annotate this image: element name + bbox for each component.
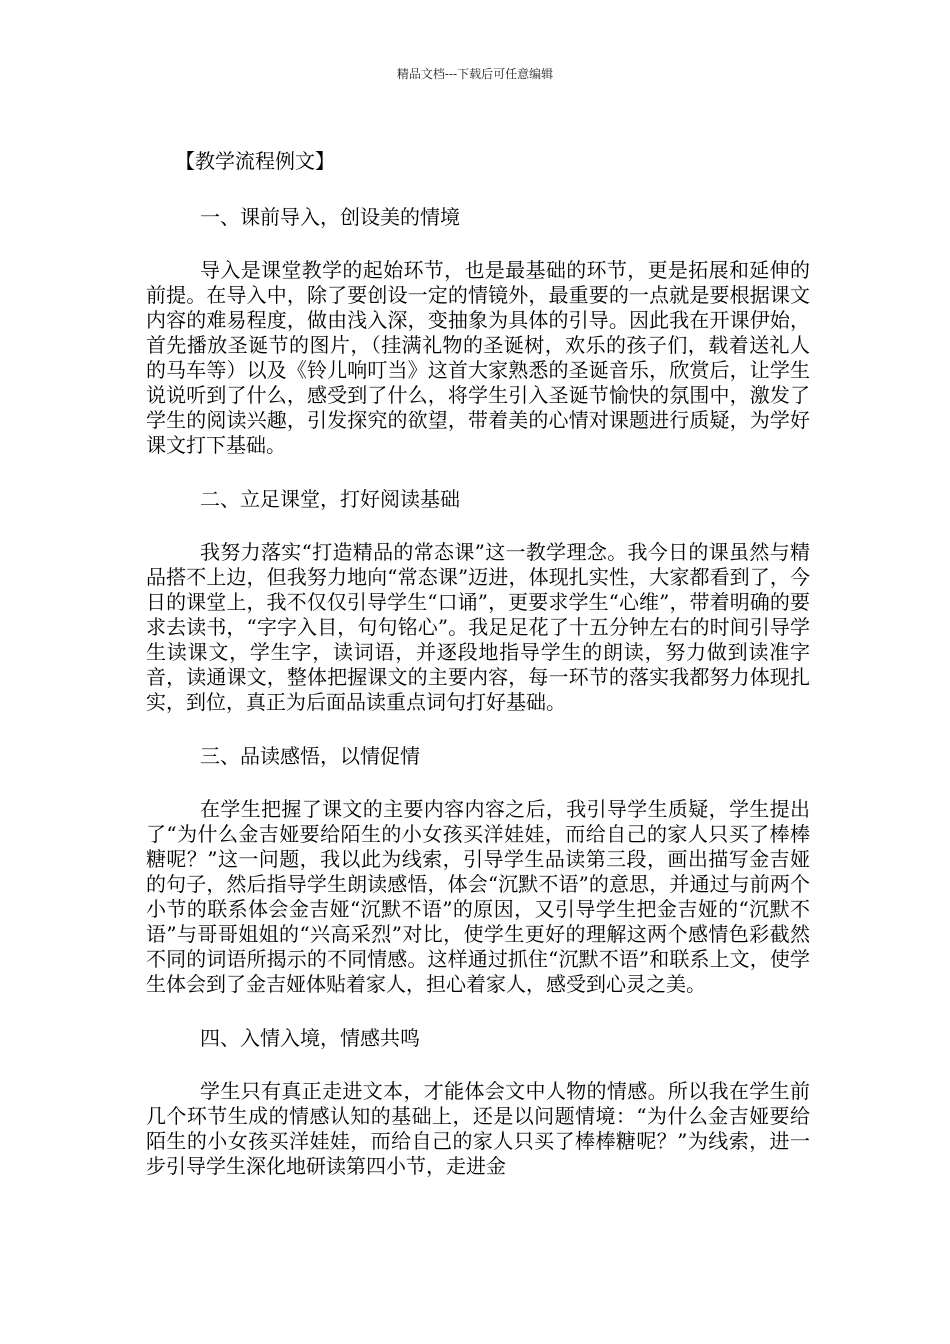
document-body xyxy=(146,146,810,1205)
document-title: 【教学流程例文】 xyxy=(175,149,335,173)
section-paragraph-1: 导入是课堂教学的起始环节，也是最基础的环节，更是拓展和延伸的前提。在导入中，除了要创设一定的情镜外，最重要的一点就是要根据课文内容的难易程度，做由浅入深，变抽象为具体的引导。因此我在开课伊始，首先播放圣诞节的图片，（挂满礼物的圣诞树，欢乐的孩子们，载着送礼人的马车等）以及《铃儿响叮当》这首大家熟悉的圣诞音乐，欣赏后，让学生说说听到了什么，感受到了什么，将学生引入圣诞节愉快的氛围中，激发了学生的阅读兴趣，引发探究的欲望，带着美的心情对课题进行质疑，为学好课文打下基础。 xyxy=(146,258,810,457)
section-paragraph-2: 我努力落实“打造精品的常态课”这一教学理念。我今日的课虽然与精品搭不上边，但我努力地向“常态课”迈进，体现扎实性，大家都看到了，今日的课堂上，我不仅仅引导学生“口诵”，更要求学生“心维”，带着明确的要求去读书，“字字入目，句句铭心”。我足足花了十五分钟左右的时间引导学生读课文，学生字，读词语，并逐段地指导学生的朗读，努力做到读准字音，读通课文，整体把握课文的主要内容，每一环节的落实我都努力体现扎实，到位，真正为后面品读重点词句打好基础。 xyxy=(146,540,810,714)
section-heading-3: 三、品读感悟，以情促情 xyxy=(200,744,420,768)
section-heading-2: 二、立足课堂，打好阅读基础 xyxy=(200,487,460,511)
section-heading-4: 四、入情入境，情感共鸣 xyxy=(200,1026,420,1050)
section-paragraph-4: 学生只有真正走进文本，才能体会文中人物的情感。所以我在学生前几个环节生成的情感认知的基础上，还是以问题情境：“为什么金吉娅要给陌生的小女孩买洋娃娃，而给自己的家人只买了棒棒糖呢？”为线索，进一步引导学生深化地研读第四小节，走进金 xyxy=(146,1079,810,1178)
page-header: 精品文档---下载后可任意编辑 xyxy=(396,67,554,81)
section-heading-1: 一、课前导入，创设美的情境 xyxy=(200,205,460,229)
section-paragraph-3: 在学生把握了课文的主要内容内容之后，我引导学生质疑，学生提出了“为什么金吉娅要给陌生的小女孩买洋娃娃，而给自己的家人只买了棒棒糖呢？”这一问题，我以此为线索，引导学生品读第三段，画出描写金吉娅的句子，然后指导学生朗读感悟，体会“沉默不语”的意思，并通过与前两个小节的联系体会金吉娅“沉默不语”的原因，又引导学生把金吉娅的“沉默不语”与哥哥姐姐的“兴高采烈”对比，使学生更好的理解这两个感情色彩截然不同的词语所揭示的不同情感。这样通过抓住“沉默不语”和联系上文，使学生体会到了金吉娅体贴着家人，担心着家人，感受到心灵之美。 xyxy=(146,797,810,996)
